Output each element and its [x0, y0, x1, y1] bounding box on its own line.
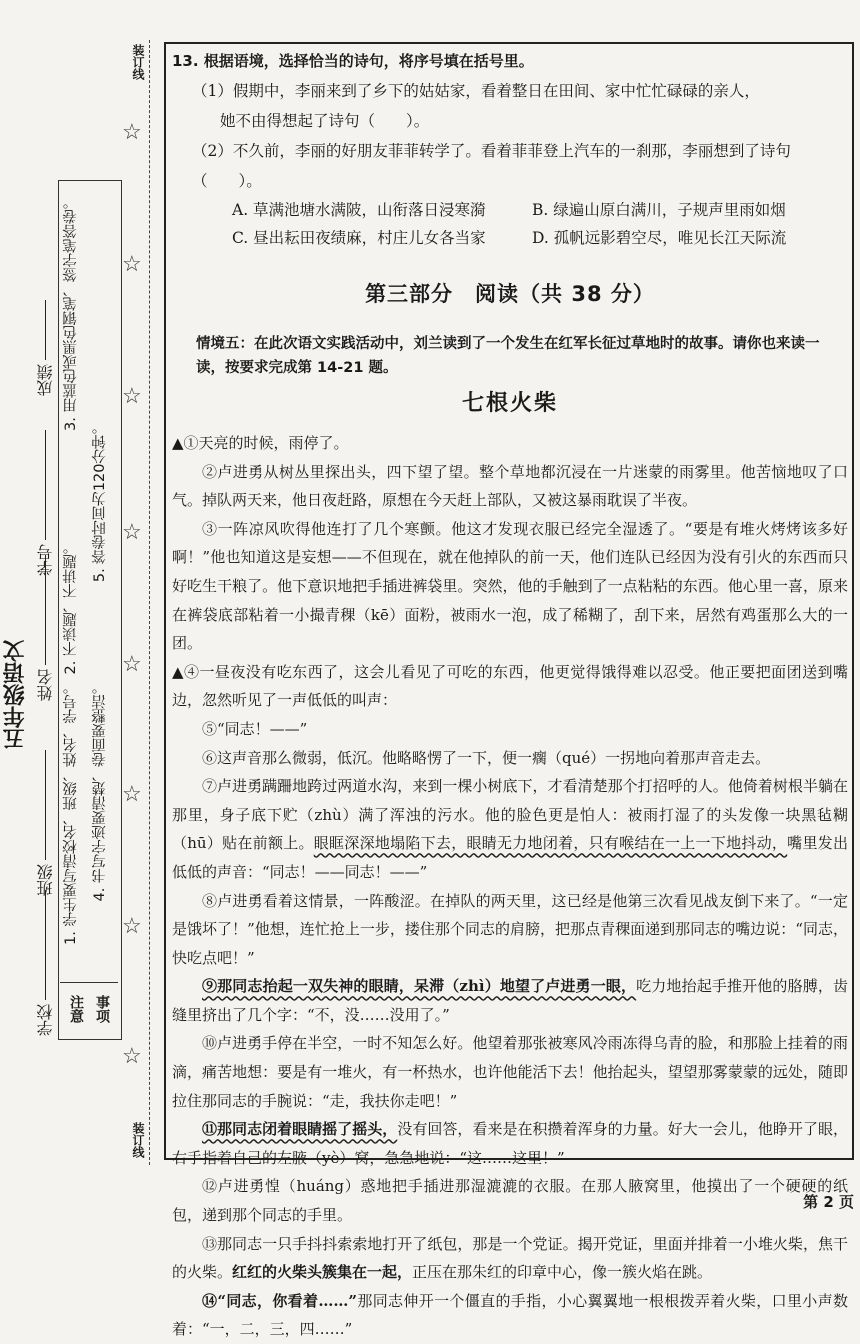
paragraph-14-bold: ⑭“同志，你看着……” — [202, 1291, 358, 1310]
star-icon: ☆ — [122, 520, 142, 545]
name-field — [34, 555, 57, 701]
option-d: D. 孤帆远影碧空尽，唯见长江天际流 — [532, 229, 787, 247]
class-label: 班级 — [36, 864, 55, 896]
student-id-blank[interactable] — [46, 430, 47, 540]
paragraph-7-part-3: 嘴里发出低低的声音：“同志！——同志！——” — [172, 834, 848, 881]
part-3-title: 第三部分 阅读（共 38 分） — [365, 282, 655, 306]
star-icon: ☆ — [122, 782, 142, 807]
paragraph-4: ▲④一昼夜没有吃东西了，这会儿看见了可吃的东西，他更觉得饿得难以忍受。他正要把面团送到嘴边，忽然听见了一声低低的叫声： — [172, 662, 848, 710]
option-a: A. 草满池塘水满陂，山衔落日浸寒漪 — [232, 201, 486, 219]
student-id-field — [34, 430, 57, 576]
question-13-stem: 13. 根据语境，选择恰当的诗句，将序号填在括号里。 — [172, 52, 534, 70]
paragraph-6: ⑥这声音那么微弱，低沉。他略略愣了一下，便一瘸（qué）一拐地向着那声音走去。 — [202, 748, 771, 767]
paragraph-3: ③一阵凉风吹得他连打了几个寒颤。他这才发现衣服已经完全湿透了。“要是有堆火烤烤该多好啊！”他也知道这是妄想——不但现在，就在他掉队的前一天，他们连队已经因为没有引火的东西而只好吃生干粮了。他下意识地把手插进裤袋里。突然，他的手触到了一点粘粘的东西。他心里一喜，原来在裤袋底部粘着一小撮青稞（kē）面粉，被雨水一泡，成了稀糊了，刮下来，居然有鸡蛋那么大的一团。 — [172, 519, 848, 653]
page-number: 第 2 页 — [803, 1193, 854, 1211]
question-13-sub2: （2）不久前，李丽的好朋友菲菲转学了。看着菲菲登上汽车的一刹那，李丽想到了诗句（ ）。 — [192, 142, 791, 190]
paragraph-7 — [172, 772, 848, 886]
star-icon: ☆ — [122, 120, 142, 145]
option-c: C. 昼出耘田夜绩麻，村庄儿女各当家 — [232, 229, 486, 247]
school-field — [34, 890, 57, 1036]
note-item-2: 2. 不读题、不讲题。 — [63, 540, 79, 675]
binding-line-label-top: 装订线 — [131, 44, 145, 80]
paragraph-9 — [172, 972, 848, 1029]
paragraph-13-part-1: ⑬那同志一只手抖抖索索地打开了纸包，那是一个党证。揭开党证，里面并排着一小堆火柴，焦干的火柴。 — [172, 1234, 848, 1282]
notes-header — [60, 982, 118, 1035]
note-item-5: 5. 答卷时间为120分钟。 — [92, 420, 108, 583]
school-blank[interactable] — [46, 890, 47, 1000]
binding-sidebar — [0, 0, 165, 1217]
student-id-label: 学号 — [36, 544, 55, 576]
paragraph-13-bold: 红红的火柴头簇集在一起， — [232, 1263, 413, 1282]
note-item-3: 3. 用蓝色或黑色钢笔、签字笔答卷。 — [63, 195, 79, 431]
option-b: B. 绿遍山原白满川，子规声里雨如烟 — [532, 201, 786, 219]
class-field — [34, 750, 57, 896]
paragraph-14-part-2: 那同志伸开一个僵直的手指，小心翼翼地一根根拨弄着火柴，口里小声数着：“一，二，三，四……” — [172, 1291, 848, 1339]
binding-line-label-bottom: 装订线 — [131, 1122, 145, 1158]
question-13-sub1-line1: （1）假期中，李丽来到了乡下的姑姑家，看着整日在田间、家中忙忙碌碌的亲人， — [192, 82, 760, 100]
exam-subject-title: 五年级语文 — [3, 640, 28, 750]
story-title: 七根火柴 — [461, 391, 558, 416]
star-icon: ☆ — [122, 384, 142, 409]
paragraph-7-wavy-underline: 眼眶深深地塌陷下去，眼睛无力地闭着，只有喉结在一上一下地抖动， — [313, 834, 788, 853]
paragraph-10: ⑩卢进勇手停在半空，一时不知怎么好。他望着那张被寒风冷雨冻得乌青的脸，和那脸上挂着的雨滴，痛苦地想：要是有一堆火，有一杯热水，也许他能活下去！他抬起头，望望那雾蒙蒙的远处，随即拉住那同志的手腕说：“走，我扶你走吧！” — [172, 1034, 848, 1110]
paragraph-2: ②卢进勇从树丛里探出头，四下望了望。整个草地都沉浸在一片迷蒙的雨雾里。他苦恼地叹了口气。掉队两天来，他日夜赶路，原想在今天赶上部队，又被这暴雨耽误了半夜。 — [172, 462, 848, 510]
paragraph-5: ⑤“同志！——” — [202, 719, 308, 738]
score-label: 成绩 — [36, 364, 55, 396]
class-blank[interactable] — [46, 750, 47, 860]
star-icon: ☆ — [122, 252, 142, 277]
paragraph-11-wavy-underline: ⑪那同志闭着眼睛摇了摇头， — [202, 1120, 398, 1139]
paragraph-9-wavy-underline: ⑨那同志抬起一双失神的眼睛，呆滞（zhì）地望了卢进勇一眼， — [202, 977, 637, 996]
question-13-options — [172, 196, 848, 252]
score-field — [34, 300, 57, 396]
binding-dashed-line — [149, 40, 150, 1165]
name-label: 姓名 — [36, 669, 55, 701]
paragraph-11 — [172, 1115, 848, 1172]
paragraph-13 — [172, 1230, 848, 1287]
notes-label-1: 注意 — [68, 995, 84, 1023]
paragraph-11-part-2: 没有回答，看来是在积攒着浑身的力量。好大一会儿，他睁开了眼，右手指着自己的左腋（yè）窝，急急地说：“这……这里！” — [172, 1120, 848, 1167]
star-icon: ☆ — [122, 914, 142, 939]
paragraph-14 — [172, 1287, 848, 1344]
question-13 — [172, 46, 848, 252]
star-icon: ☆ — [122, 652, 142, 677]
question-13-sub1-line2: 她不由得想起了诗句（ ）。 — [220, 112, 430, 130]
paragraph-1: ▲①天亮的时候，雨停了。 — [172, 434, 349, 452]
paragraph-7-part-1: ⑦卢进勇蹒跚地跨过两道水沟，来到一棵小树底下，才看清楚那个打招呼的人。他倚着树根半躺在那里，身子底下贮（zhù）满了浑浊的污水。他的脸色更是怕人：被雨打湿了的头发像一块黑毡糊（hū）贴在前额上。 — [172, 777, 848, 853]
paragraph-9-part-2: 吃力地抬起手推开他的胳膊，齿缝里挤出了几个字：“不，没……没用了。” — [172, 977, 849, 1024]
score-blank[interactable] — [46, 300, 47, 360]
note-item-1: 1. 学生要写清校名、班级、姓名、学号。 — [63, 680, 79, 945]
notes-label-2: 事项 — [94, 995, 110, 1023]
scenario-intro: 情境五：在此次语文实践活动中，刘兰读到了一个发生在红军长征过草地时的故事。请你也来读一读，按要求完成第 14-21 题。 — [196, 336, 820, 376]
star-icon: ☆ — [122, 1044, 142, 1069]
note-item-4: 4. 书写字迹要清楚、卷面要整洁。 — [92, 680, 108, 902]
paragraph-8: ⑧卢进勇看着这情景，一阵酸涩。在掉队的两天里，这已经是他第三次看见战友倒下来了。“一定是饿坏了！”他想，连忙抢上一步，搂住那个同志的肩膀，把那点青稞面递到那同志的嘴边说：“同志，快吃点吧！” — [172, 891, 848, 967]
paragraph-13-part-3: 正压在那朱红的印章中心，像一簇火焰在跳。 — [412, 1263, 713, 1282]
paragraph-12: ⑫卢进勇惶（huáng）惑地把手插进那湿漉漉的衣服。在那人腋窝里，他摸出了一个硬硬的纸包，递到那个同志的手里。 — [172, 1177, 848, 1225]
school-label: 学校 — [36, 1004, 55, 1036]
